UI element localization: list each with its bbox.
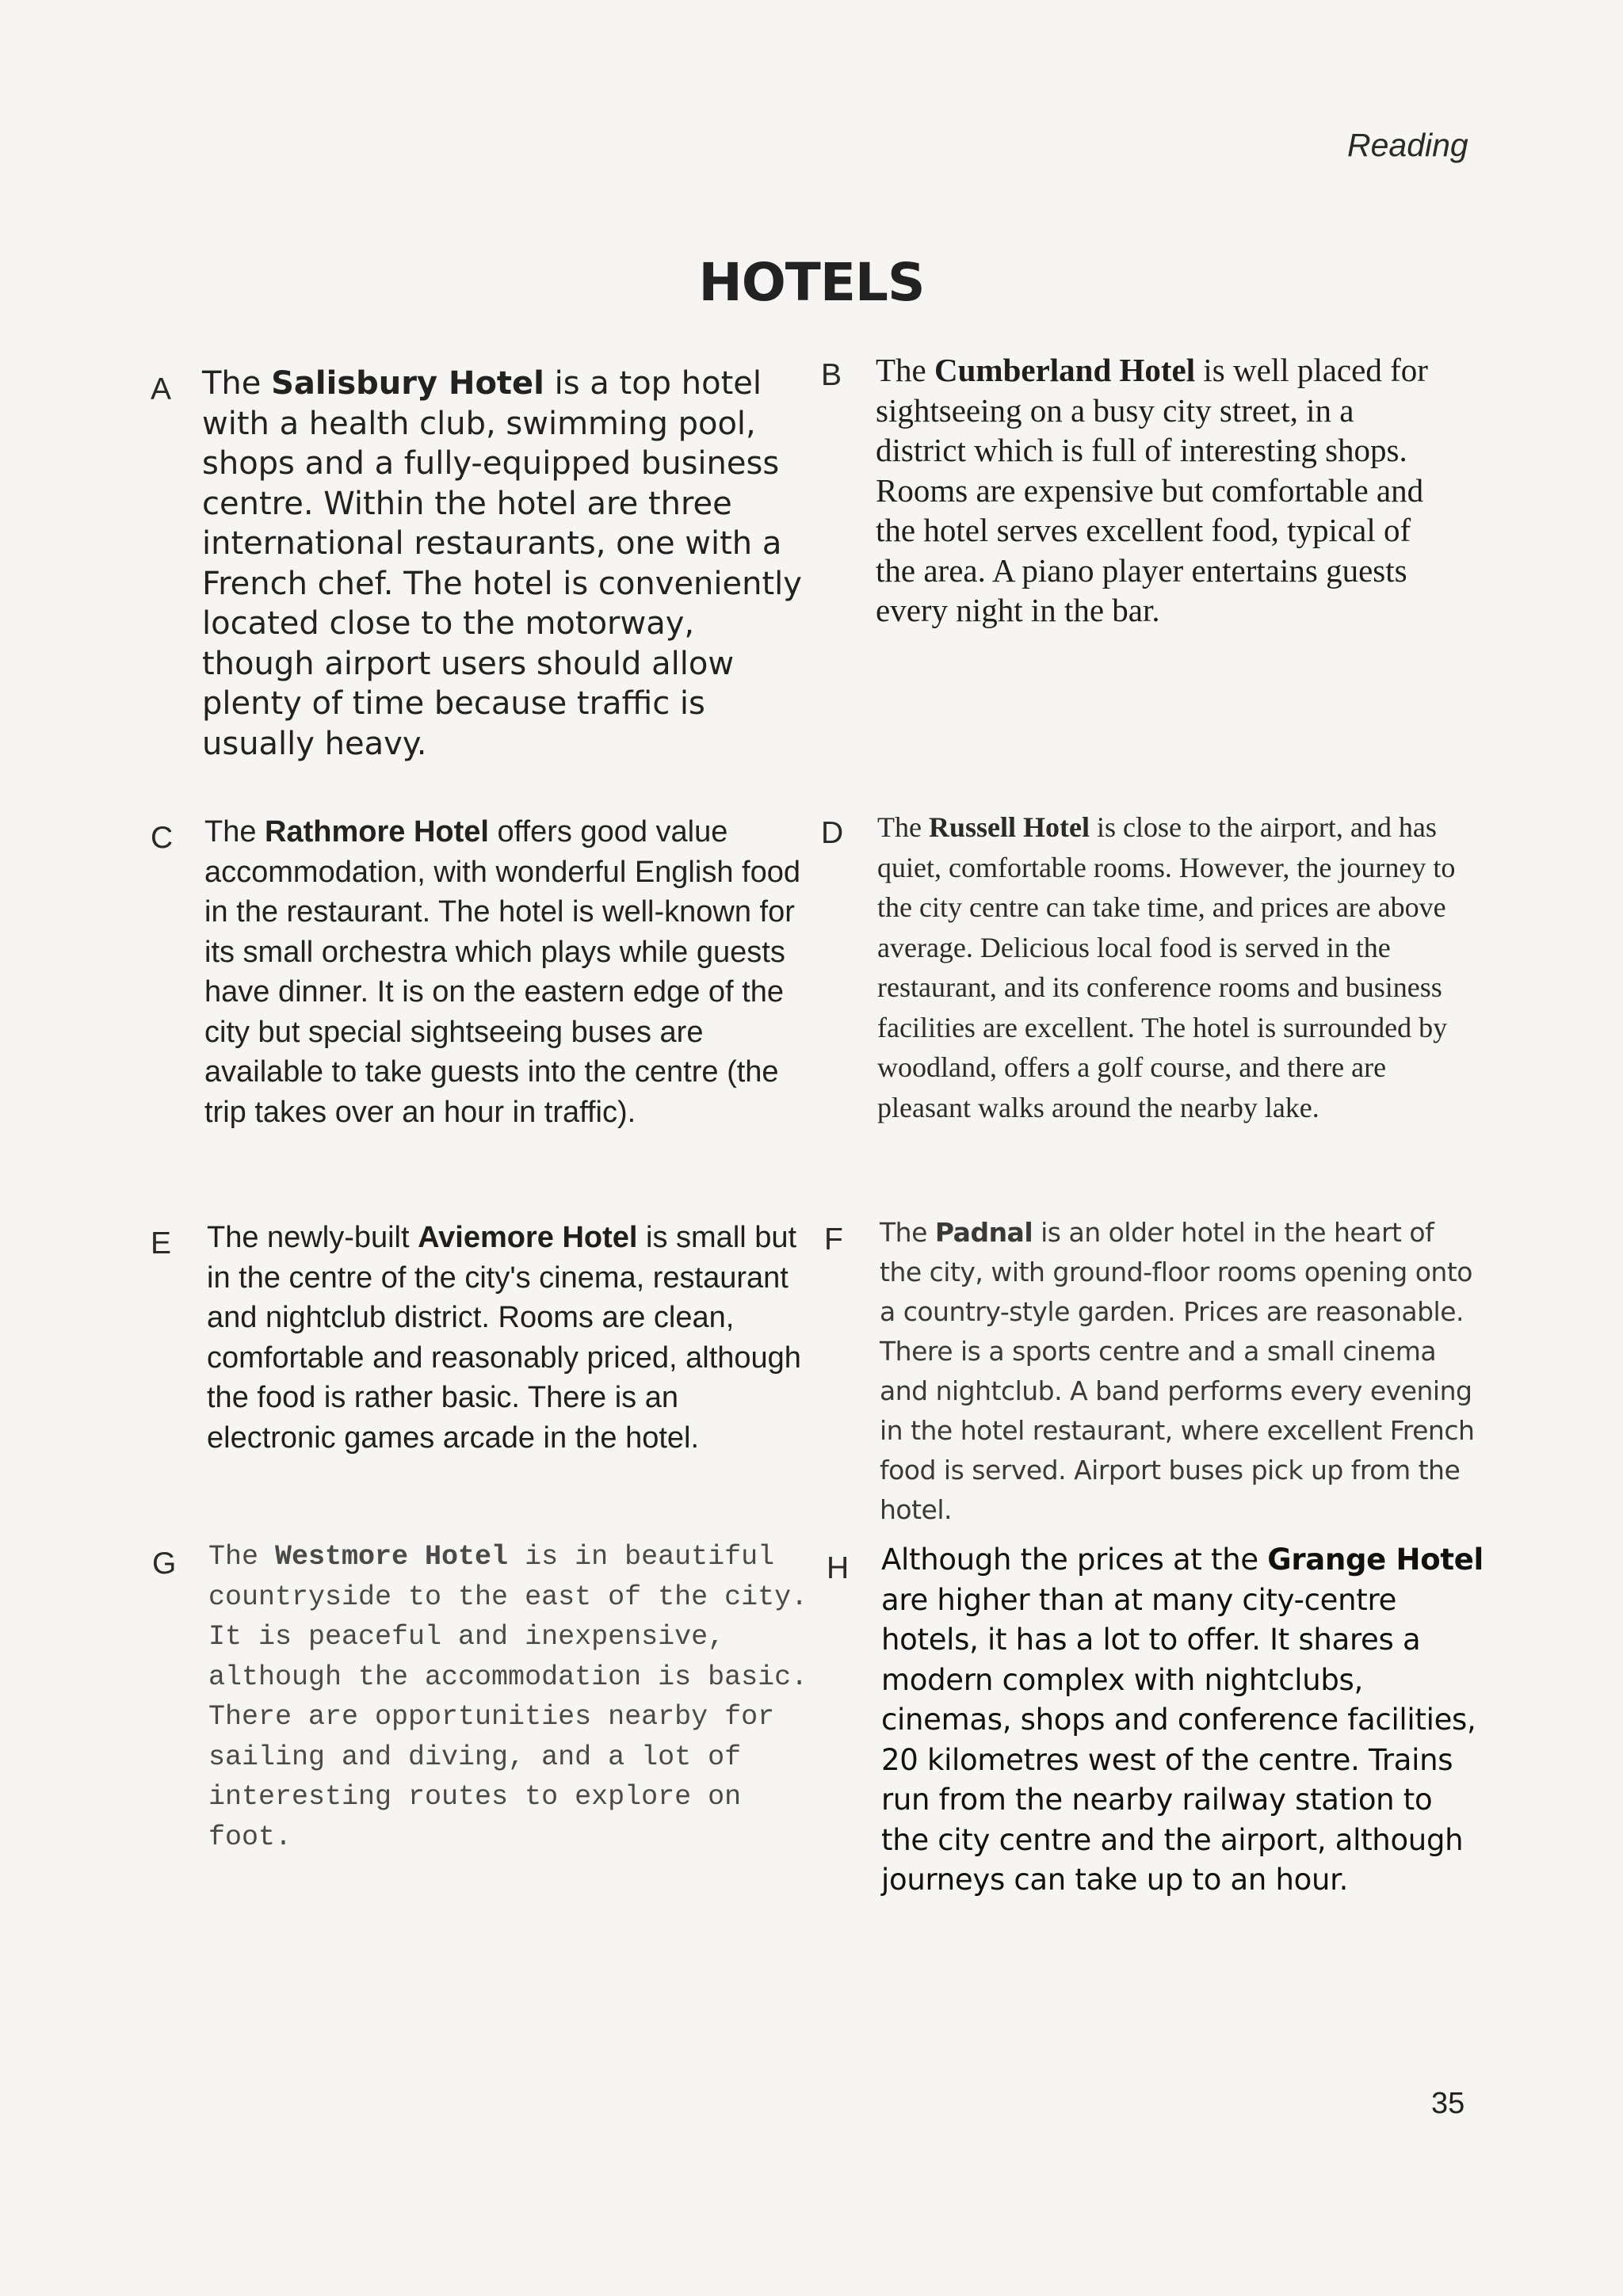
page-number: 35 — [1431, 2087, 1465, 2120]
entry-text-b-pre: The — [876, 352, 934, 388]
hotel-name-d: Russell Hotel — [928, 811, 1090, 843]
hotel-name-h: Grange Hotel — [1267, 1543, 1484, 1577]
entry-letter-f: F — [824, 1222, 843, 1257]
entry-text-b-post: is well placed for sightseeing on a busy city street, in a district which is full of interesting shops. Rooms are expensive but comfortable and the hotel serves excellent food, typical of the area. A piano player entertains guests every night in the bar. — [876, 352, 1428, 628]
hotel-name-e: Aviemore Hotel — [418, 1221, 638, 1254]
entry-letter-e: E — [151, 1226, 172, 1261]
entry-letter-b: B — [821, 358, 842, 392]
entry-text-e-post: is small but in the centre of the city's cinema, restaurant and nightclub district. Rooms are clean, comfortable and reasonably priced, although the food is rather basic. There is an electronic games arcade in the hotel. — [207, 1221, 801, 1455]
entry-text-g-pre: The — [208, 1541, 276, 1573]
entry-letter-g: G — [152, 1547, 177, 1581]
entry-text-f-post: is an older hotel in the heart of the city, with ground-floor rooms opening onto a country-style garden. Prices are reasonable. There is a sports centre and a small cinema and nightclub. A band performs every evening in the hotel restaurant, where excellent French food is served. Airport buses pick up from the hotel. — [880, 1217, 1475, 1525]
entry-text-g-post: is in beautiful countryside to the east of the city. It is peaceful and inexpensive, although the accommodation is basic. There are opportunities nearby for sailing and diving, and a lot of interesting routes to explore on foot. — [208, 1541, 808, 1853]
entry-text-a-pre: The — [202, 365, 272, 402]
entry-text-h-post: are higher than at many city-centre hotels, it has a lot to offer. It shares a modern complex with nightclubs, cinemas, shops and conference facilities, 20 kilometres west of the centre. Trains run from the nearby railway station to the city centre and the airport, although journeys can take up to an hour. — [881, 1582, 1476, 1897]
entry-text-f-pre: The — [880, 1217, 935, 1248]
entry-text-d-post: is close to the airport, and has quiet, comfortable rooms. However, the journey to the city centre can take time, and prices are above average. Delicious local food is served in the restaurant, and its conference rooms and business facilities are excellent. The hotel is surrounded by woodland, offers a golf course, and there are pleasant walks around the nearby lake. — [877, 811, 1456, 1123]
entry-text-b — [876, 350, 1446, 631]
hotel-name-b: Cumberland Hotel — [934, 352, 1196, 388]
entry-letter-d: D — [821, 816, 844, 850]
entry-text-a-post: is a top hotel with a health club, swimming pool, shops and a fully-equipped business centre. Within the hotel are three international restaurants, one with a French chef. The hotel is conveniently located close to the motorway, though airport users should allow plenty of time because traffic is usually heavy. — [202, 365, 802, 762]
entry-text-h — [881, 1540, 1484, 1901]
entry-text-h-pre: Although the prices at the — [881, 1543, 1268, 1577]
entry-text-c-pre: The — [204, 815, 265, 849]
entry-text-a — [202, 364, 804, 764]
entry-text-f — [880, 1213, 1482, 1530]
hotel-name-g: Westmore Hotel — [275, 1541, 509, 1573]
entry-text-c-post: offers good value accommodation, with wonderful English food in the restaurant. The hotel is well-known for its small orchestra which plays while guests have dinner. It is on the eastern edge of the city but special sightseeing buses are available to take guests into the centre (the trip takes over an hour in traffic). — [204, 815, 800, 1129]
entry-text-c — [204, 812, 807, 1132]
hotel-name-a: Salisbury Hotel — [271, 365, 544, 402]
entry-letter-h: H — [827, 1551, 850, 1585]
entry-letter-a: A — [151, 372, 172, 406]
entry-text-d — [877, 807, 1480, 1127]
entry-letter-c: C — [151, 821, 174, 855]
section-label: Reading — [1347, 127, 1468, 163]
entry-text-d-pre: The — [877, 811, 929, 843]
entry-text-e — [207, 1218, 809, 1458]
hotel-name-f: Padnal — [934, 1217, 1033, 1248]
entry-text-g — [208, 1537, 819, 1857]
entry-text-e-pre: The newly-built — [207, 1221, 418, 1254]
hotel-name-c: Rathmore Hotel — [265, 815, 489, 849]
page-title: HOTELS — [698, 252, 925, 313]
